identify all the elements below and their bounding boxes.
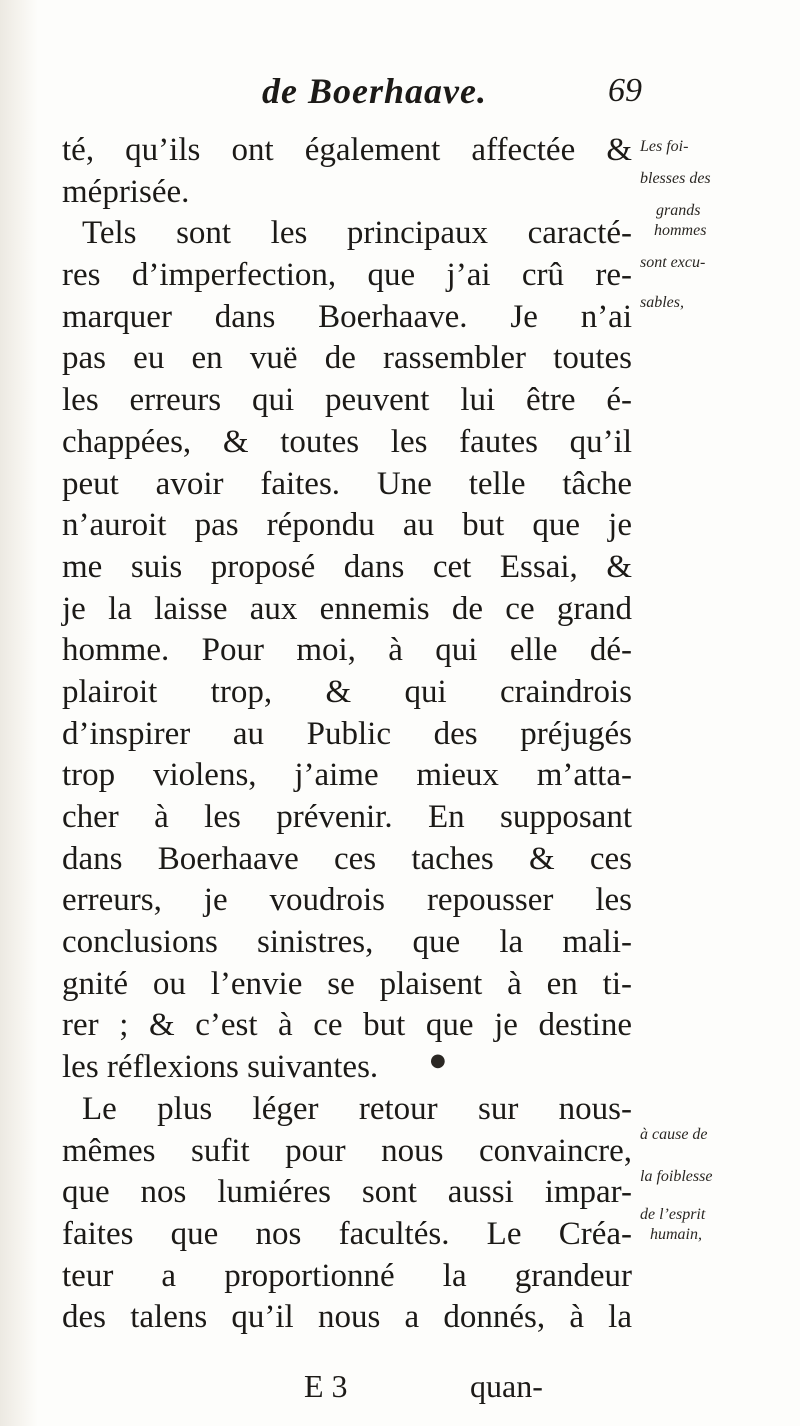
margin-note: sont excu-	[640, 254, 706, 271]
text-line: n’auroit pas répondu au but que je	[62, 507, 632, 544]
text-line: faites que nos facultés. Le Créa-	[62, 1215, 632, 1252]
text-line: gnité ou l’envie se plaisent à en ti-	[62, 965, 632, 1002]
page-number: 69	[608, 72, 642, 109]
text-line: trop violens, j’aime mieux m’atta-	[62, 757, 632, 794]
text-line: marquer dans Boerhaave. Je n’ai	[62, 298, 632, 335]
page-header	[0, 70, 800, 110]
text-line: me suis proposé dans cet Essai, &	[62, 548, 632, 585]
margin-note: de l’esprit	[640, 1206, 706, 1223]
text-line: peut avoir faites. Une telle tâche	[62, 465, 632, 502]
text-line: homme. Pour moi, à qui elle dé-	[62, 632, 632, 669]
text-line: rer ; & c’est à ce but que je destine	[62, 1007, 632, 1044]
text-line: que nos lumiéres sont aussi impar-	[62, 1174, 632, 1211]
margin-note: grands	[656, 202, 701, 219]
text-line: teur a proportionné la grandeur	[62, 1257, 632, 1294]
text-line: les réflexions suivantes.	[62, 1049, 379, 1086]
margin-note: la foiblesse	[640, 1168, 713, 1185]
text-line: dans Boerhaave ces taches & ces	[62, 840, 632, 877]
running-title: de Boerhaave.	[262, 71, 487, 111]
margin-note: Les foi-	[640, 138, 689, 155]
signature-mark: E 3	[304, 1368, 348, 1404]
margin-note: humain,	[650, 1226, 702, 1243]
text-line: conclusions sinistres, que la mali-	[62, 924, 632, 961]
text-line: Tels sont les principaux caracté-	[82, 215, 632, 252]
binding-gutter	[0, 0, 38, 1426]
text-line: pas eu en vuë de rassembler toutes	[62, 340, 632, 377]
text-line: des talens qu’il nous a donnés, à la	[62, 1299, 632, 1336]
text-line: méprisée.	[62, 173, 190, 210]
margin-note: blesses des	[640, 170, 711, 187]
text-line: Le plus léger retour sur nous-	[82, 1090, 632, 1127]
body-text	[62, 130, 632, 1339]
text-line: plairoit trop, & qui craindrois	[62, 673, 632, 710]
margin-note: sables,	[640, 294, 684, 311]
text-line: chappées, & toutes les fautes qu’il	[62, 423, 632, 460]
margin-note: hommes	[654, 222, 707, 239]
text-line: cher à les prévenir. En supposant	[62, 799, 632, 835]
catchword: quan-	[470, 1368, 543, 1404]
text-line: té, qu’ils ont également affectée &	[62, 132, 632, 168]
margin-note: à cause de	[640, 1126, 708, 1143]
text-line: je la laisse aux ennemis de ce grand	[62, 590, 632, 627]
text-line: les erreurs qui peuvent lui être é-	[62, 382, 632, 419]
page-footer	[0, 1368, 800, 1408]
text-line: mêmes sufit pour nous convaincre,	[62, 1132, 632, 1169]
ink-mark: ●	[430, 1050, 446, 1071]
text-line: d’inspirer au Public des préjugés	[62, 715, 632, 752]
text-line: erreurs, je voudrois repousser les	[62, 882, 632, 919]
text-line: res d’imperfection, que j’ai crû re-	[62, 257, 632, 294]
